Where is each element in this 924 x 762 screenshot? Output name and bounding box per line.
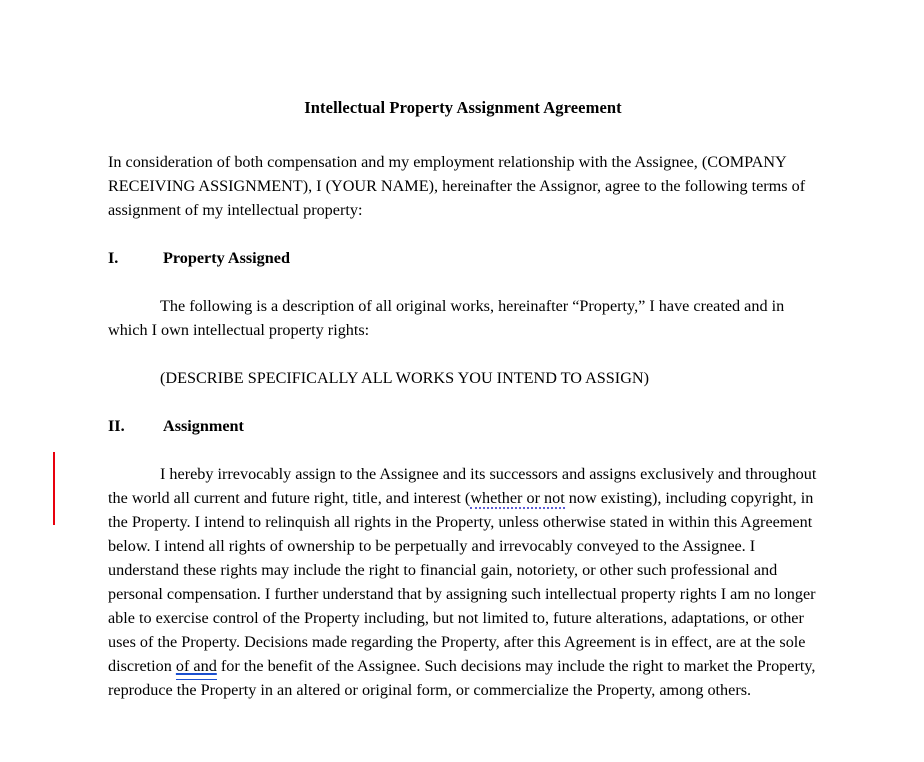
section-title-1: Property Assigned xyxy=(163,249,290,267)
paragraph-spacer xyxy=(108,222,818,246)
section-2-text-part-2: now existing), including copyright, in the Property. I intend to relinquish all rights in the Property, unless otherwise stated in within this Agreement below. I intend all rights of ownership to be perpetually and irrevocably conveyed to the Assignee. I understand these rights may include the right to financial gain, notoriety, or other such professional and personal compensation. I further understand that by assigning such intellectual property rights I am no longer able to exercise control of the Property including, but not limited to, future alterations, adaptations, or other uses of the Property. Decisions made regarding the Property, after this Agreement is in effect, are at the sole discretion xyxy=(108,489,816,675)
section-numeral-1: I. xyxy=(108,249,119,267)
paragraph-spacer xyxy=(108,342,818,366)
paragraph-spacer xyxy=(108,270,818,294)
section-heading-property-assigned xyxy=(108,246,818,270)
intro-paragraph: In consideration of both compensation and my employment relationship with the Assignee, (COMPANY RECEIVING ASSIGNMENT), I (YOUR NAME), hereinafter the Assignor, agree to the following terms of assignment of my intellectual property: xyxy=(108,153,806,219)
document-text-column xyxy=(108,0,818,702)
section-1-body-paragraph: The following is a description of all original works, hereinafter “Property,” I have created and in which I own intellectual property rights: xyxy=(108,297,785,339)
section-1-placeholder-line: (DESCRIBE SPECIFICALLY ALL WORKS YOU INTEND TO ASSIGN) xyxy=(160,369,649,387)
section-2-text-part-3: for the benefit of the Assignee. Such decisions may include the right to market the Property, reproduce the Property in an altered or original form, or commercialize the Property, among others. xyxy=(108,657,816,699)
document-title: Intellectual Property Assignment Agreement xyxy=(304,98,622,117)
section-2-text-part-1: I hereby irrevocably assign to the Assignee and its successors and assigns exclusively and throughout the world all current and future right, title, and interest ( xyxy=(108,465,817,507)
paragraph-spacer xyxy=(108,438,818,462)
paragraph-spacer xyxy=(108,390,818,414)
tracked-edit-phrase[interactable]: of and xyxy=(175,657,217,675)
section-numeral-2: II. xyxy=(108,417,125,435)
revision-change-bar xyxy=(53,452,55,525)
section-2-body-paragraph xyxy=(108,462,818,702)
section-heading-assignment xyxy=(108,414,818,438)
grammar-flagged-phrase[interactable]: whether or not xyxy=(470,489,565,507)
section-title-2: Assignment xyxy=(163,417,244,435)
